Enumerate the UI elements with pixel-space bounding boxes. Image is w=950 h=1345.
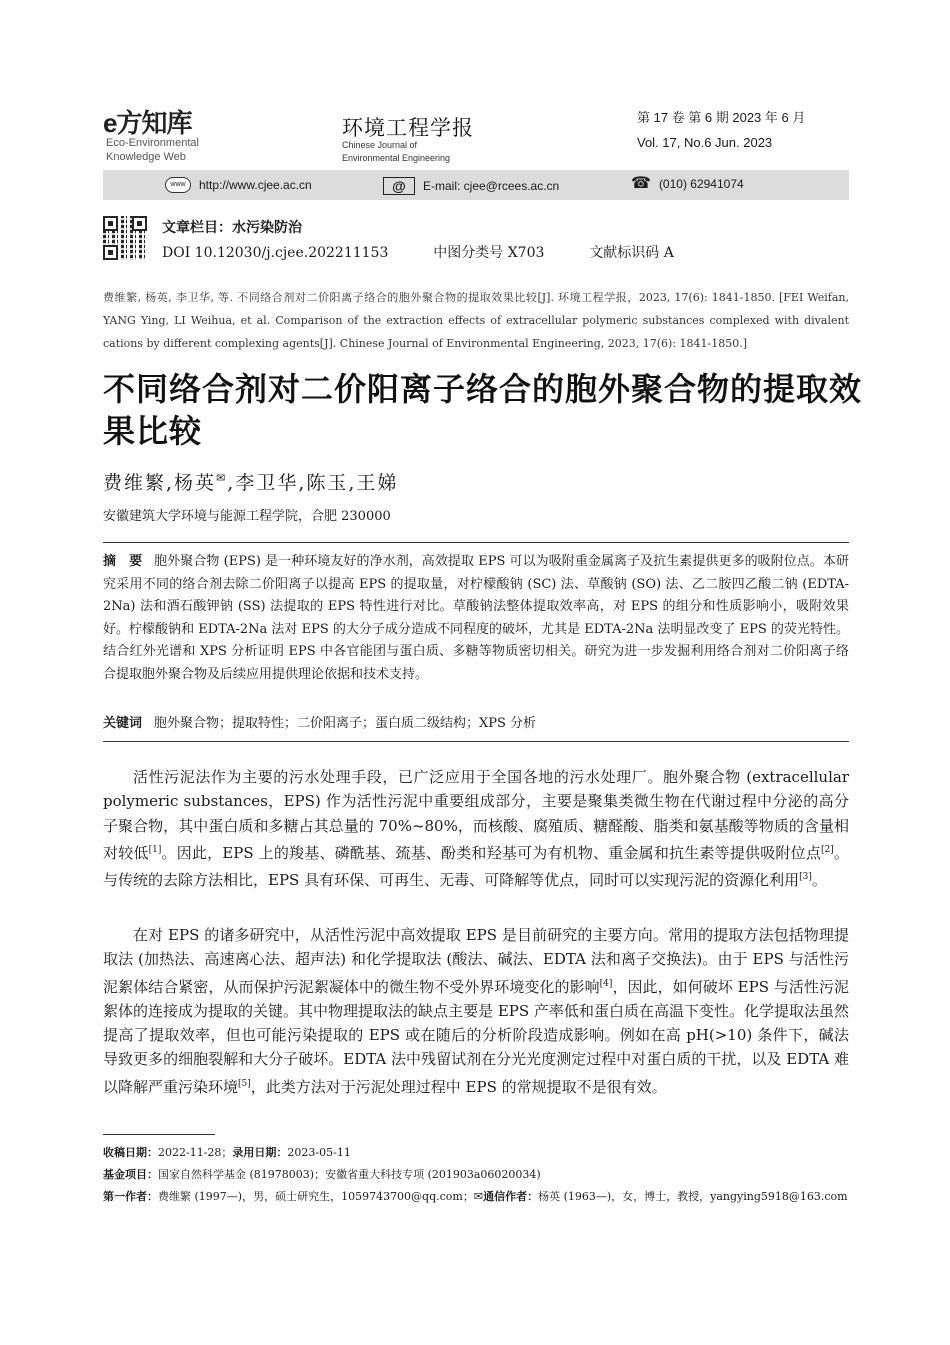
reference-2[interactable]: [2] xyxy=(821,844,834,855)
journal-title-en-1: Chinese Journal of xyxy=(342,140,418,150)
divider xyxy=(103,542,849,543)
abstract-text: 胞外聚合物 (EPS) 是一种环境友好的净水剂，高效提取 EPS 可以为吸附重金属离子及抗生素提供更多的吸附位点。本研究采用不同的络合剂去除二价阳离子以提高 EPS 的提取量，对柠檬酸钠 (SC) 法、草酸钠 (SO) 法、乙二胺四乙酸二钠 (EDTA-2Na) 法和酒石酸钾钠 (SS) 法提取的 EPS 特性进行对比。草酸钠法整体提取效率高，对 EPS 的组分和性质影响小，吸附效果好。柠檬酸钠和 EDTA-2Na 法对 EPS 的大分子成分造成不同程度的破坏，尤其是 EDTA-2Na 法明显改变了 EPS 的荧光特性。结合红外光谱和 XPS 分析证明 EPS 中各官能团与蛋白质、多糖等物质密切相关。研究为进一步发掘利用络合剂对二价阳离子络合提取胞外聚合物及后续应用提供理论依据和技术支持。 xyxy=(103,554,849,682)
author-1: 费维繁, xyxy=(103,472,175,494)
phone-item xyxy=(631,177,744,191)
abstract xyxy=(103,551,849,686)
reference-3[interactable]: [3] xyxy=(799,872,812,883)
reference-4[interactable]: [4] xyxy=(599,978,613,989)
keywords-text: 胞外聚合物；提取特性；二价阳离子；蛋白质二级结构；XPS 分析 xyxy=(154,716,537,731)
mail-icon: ✉通信作者： xyxy=(473,1190,539,1203)
publisher-logo xyxy=(103,103,233,165)
volume-info-en: Vol. 17, No.6 Jun. 2023 xyxy=(637,135,773,150)
website-link[interactable]: http://www.cjee.ac.cn xyxy=(199,178,312,192)
citation: 费维繁, 杨英, 李卫华, 等. 不同络合剂对二价阳离子络合的胞外聚合物的提取效果比较[J]. 环境工程学报，2023, 17(6): 1841-1850. [FEI Weifan, YANG Ying, LI Weihua, et al. Comparison of the extraction effects of extracellular polymeric substances complexed with divalent cations by different complexing agents[J]. Chinese Journal of Environmental Engineering, 2023, 17(6): 1841-1850.] xyxy=(103,291,849,350)
keywords-label: 关键词 xyxy=(103,716,143,731)
logo-subtitle-2: Knowledge Web xyxy=(106,151,186,163)
page-title: 不同络合剂对二价阳离子络合的胞外聚合物的提取效果比较 xyxy=(103,370,863,450)
body-paragraph-2: 在对 EPS 的诸多研究中，从活性污泥中高效提取 EPS 是目前研究的主要方向。常用的提取方法包括物理提取法 (加热法、高速离心法、超声法) 和化学提取法 (酸法、碱法、EDTA 法和离子交换法)。由于 EPS 与活性污泥絮体结合紧密，从而保护污泥絮凝体中的微生物不受外界环境变化的影响[4]，因此，如何破坏 EPS 与活性污泥絮体的连接成为提取的关键。其中物理提取法的缺点主要是 EPS 产率低和蛋白质在高温下变性。化学提取法虽然提高了提取效率，但也可能污染提取的 EPS 或在随后的分析阶段造成影响。例如在高 pH(>10) 条件下，碱法导致更多的细胞裂解和大分子破坏。EDTA 法中残留试剂在分光光度测定过程中对蛋白质的干扰，以及 EDTA 难以降解严重污染环境[5]，此类方法对于污泥处理过程中 EPS 的常规提取不是很有效。 xyxy=(103,926,849,1096)
body-paragraph-1: 活性污泥法作为主要的污水处理手段，已广泛应用于全国各地的污水处理厂。胞外聚合物 (extracellular polymeric substances，EPS) 作为活性污泥中重要组成部分，主要是聚集类微生物在代谢过程中分泌的高分子聚合物，其中蛋白质和多糖占其总量的 70%~80%，而核酸、腐殖质、糖醛酸、脂类和氨基酸等物质的含量相对较低[1]。因此，EPS 上的羧基、磷酰基、巯基、酚类和羟基可为有机物、重金属和抗生素等提供吸附位点[2]。与传统的去除方法相比，EPS 具有环保、可再生、无毒、可降解等优点，同时可以实现污泥的资源化利用[3]。 xyxy=(103,768,849,890)
authors xyxy=(103,468,398,495)
author-2: 杨英 xyxy=(174,472,217,494)
email-icon: @ xyxy=(383,177,415,195)
doi-line xyxy=(162,242,674,262)
email-link[interactable]: E-mail: cjee@rcees.ac.cn xyxy=(423,179,560,193)
corresponding-mail-icon: ✉ xyxy=(216,471,228,485)
contact-bar xyxy=(103,170,849,200)
logo-subtitle-1: Eco-Environmental xyxy=(106,137,199,149)
clc-number: 中图分类号 X703 xyxy=(433,245,545,261)
phone-number: (010) 62941074 xyxy=(658,177,744,191)
footnote-authors: 第一作者：费维繁 (1997—)，男，硕士研究生，1059743700@qq.com；✉通信作者：杨英 (1963—)，女，博士，教授，yangying5918@163.com xyxy=(103,1190,848,1203)
keywords xyxy=(103,713,849,735)
qr-code-icon xyxy=(103,216,147,260)
reference-5[interactable]: [5] xyxy=(238,1078,251,1089)
divider xyxy=(103,741,849,742)
document-code: 文献标识码 A xyxy=(589,245,674,261)
article-column: 文章栏目：水污染防治 xyxy=(162,219,302,235)
doi[interactable]: DOI 10.12030/j.cjee.202211153 xyxy=(162,245,389,261)
journal-title-cn: 环境工程学报 xyxy=(342,117,474,140)
footnote-dates: 收稿日期：2022-11-28；录用日期：2023-05-11 xyxy=(103,1146,351,1159)
email-item[interactable] xyxy=(383,177,559,195)
footnote-fund: 基金项目：国家自然科学基金 (81978003)；安徽省重大科技专项 (201903a06020034) xyxy=(103,1168,541,1181)
website-item[interactable] xyxy=(165,177,312,193)
phone-icon: ☎ xyxy=(631,175,651,192)
reference-1[interactable]: [1] xyxy=(148,844,162,855)
abstract-label: 摘 要 xyxy=(103,554,143,569)
logo-mark: e方知库 xyxy=(103,108,192,138)
globe-icon: www xyxy=(165,177,191,193)
volume-info-cn: 第 17 卷 第 6 期 2023 年 6 月 xyxy=(637,110,806,125)
journal-title-en-2: Environmental Engineering xyxy=(342,153,451,163)
footnote-divider xyxy=(103,1134,215,1135)
other-authors: ,李卫华,陈玉,王娣 xyxy=(227,472,399,494)
affiliation: 安徽建筑大学环境与能源工程学院，合肥 230000 xyxy=(103,509,391,524)
